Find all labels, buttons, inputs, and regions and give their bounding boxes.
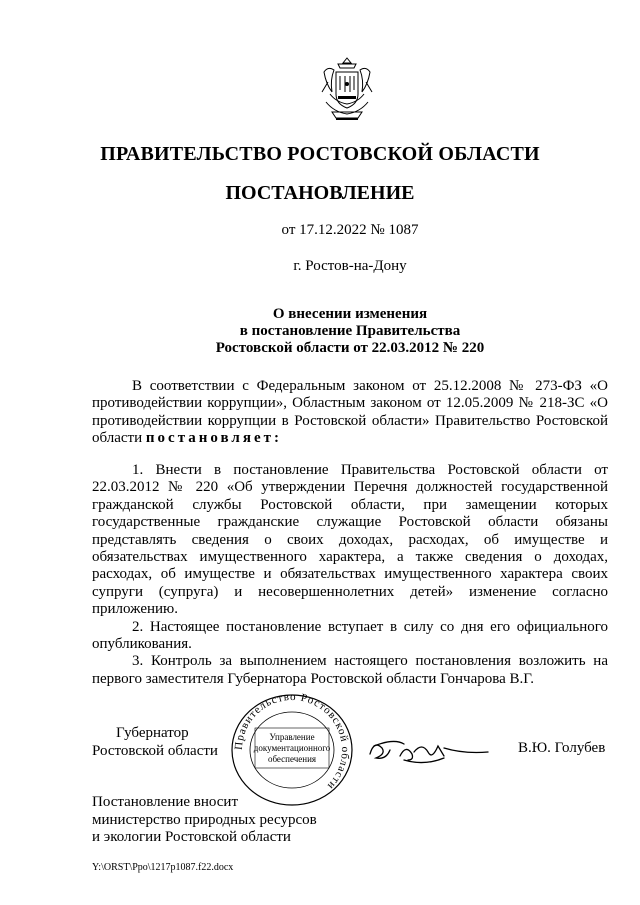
stamp-center-line: документационного [253, 743, 331, 753]
stamp-ring-text: Правительство Ростовской области [232, 692, 352, 793]
file-path: Y:\ORST\Ppo\1217p1087.f22.docx [92, 862, 234, 873]
subject-line: Ростовской области от 22.03.2012 № 220 [215, 340, 485, 356]
introduced-by [92, 794, 317, 847]
decree-item: 3. Контроль за выполнением настоящего постановления возложить на первого заместителя Губернатора Ростовской области Гончарова В.Г. [92, 653, 608, 687]
document-date-number: от 17.12.2022 № 1087 [281, 222, 419, 238]
decree-word: постановляет: [145, 430, 282, 447]
document-place: г. Ростов-на-Дону [293, 258, 407, 274]
introduced-by-line: и экологии Ростовской области [92, 829, 291, 845]
stamp-center-line: обеспечения [267, 754, 317, 764]
stamp-center-line: Управление [269, 732, 315, 742]
decree-item: 2. Настоящее постановление вступает в силу со дня его официального опубликования. [92, 618, 608, 653]
introduced-by-line: Постановление вносит [92, 794, 239, 810]
signatory-position-line: Губернатор [116, 725, 189, 741]
handwritten-signature [364, 724, 494, 772]
subject-line: О внесении изменения [272, 306, 428, 322]
document-subject [0, 306, 640, 357]
preamble-paragraph [92, 378, 608, 448]
decree-items [92, 462, 608, 688]
signatory-position [92, 724, 218, 760]
preamble-text: В соответствии с Федеральным законом от 25.12.2008 № 273-ФЗ «О противодействии коррупции», Областным законом от 12.05.2009 № 218-ЗС «О противодействии коррупции в Ростовской области» Правительство Ростовской области [92, 378, 608, 447]
signatory-position-line: Ростовской области [92, 743, 218, 759]
organization-title: ПРАВИТЕЛЬСТВО РОСТОВСКОЙ ОБЛАСТИ [100, 143, 540, 165]
official-stamp [228, 692, 356, 808]
coat-of-arms-icon [316, 54, 378, 124]
introduced-by-line: министерство природных ресурсов [92, 811, 317, 828]
document-type: ПОСТАНОВЛЕНИЕ [225, 182, 415, 204]
decree-item: 1. Внести в постановление Правительства Ростовской области от 22.03.2012 № 220 «Об утверждении Перечня должностей государственной гражданской службы Ростовской области, при замещении которых государственные гражданские служащие Ростовской области обязаны представлять сведения о своих доходах, расходах, об имуществе и обязательствах имущественного характера, а также сведения о доходах, расходах, об имуществе и обязательствах имущественного характера своих супруги (супруга) и несовершеннолетних детей» изменение согласно приложению. [92, 462, 608, 618]
signatory-name: В.Ю. Голубев [518, 740, 606, 756]
subject-line: в постановление Правительства [239, 323, 461, 339]
